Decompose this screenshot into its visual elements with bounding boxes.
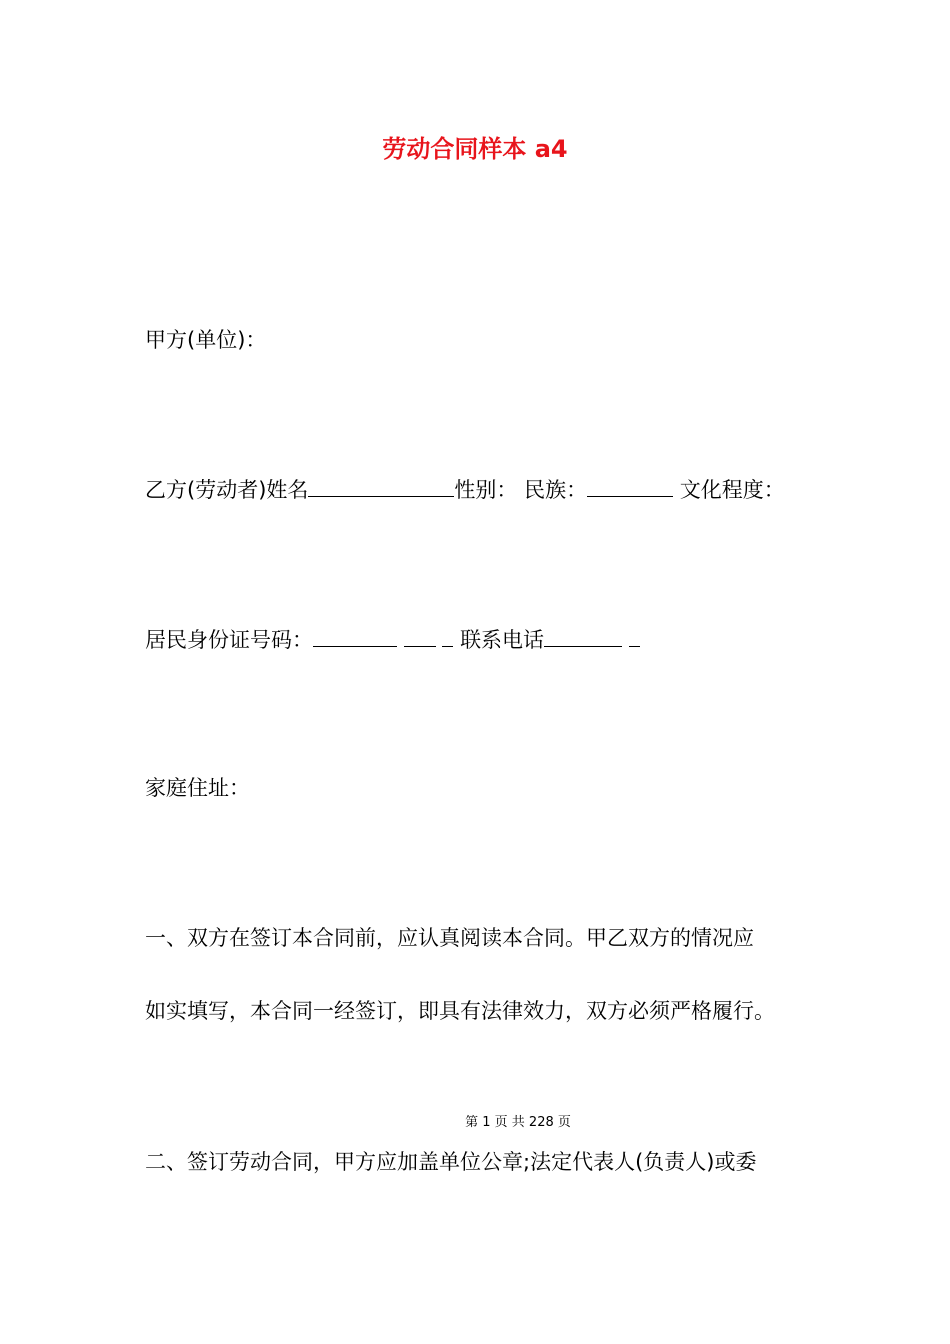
- name-blank: [308, 474, 454, 497]
- party-a-line: [145, 325, 266, 355]
- id-blank-2: [404, 624, 436, 647]
- ethnicity-label: 民族：: [524, 478, 588, 502]
- phone-label: 联系电话: [460, 628, 545, 652]
- paragraph-1-line-1: 一、双方在签订本合同前，应认真阅读本合同。甲乙双方的情况应: [145, 926, 754, 950]
- education-label: 文化程度：: [679, 478, 785, 502]
- phone-blank-2: [629, 624, 640, 647]
- address-line: [145, 773, 250, 803]
- ethnicity-blank: [587, 474, 673, 497]
- gender-label: 性别：: [454, 478, 518, 502]
- id-label: 居民身份证号码：: [145, 628, 313, 652]
- page-footer: 第 1 页 共 228 页: [465, 1115, 571, 1130]
- phone-blank-1: [544, 624, 622, 647]
- party-b-name-label: 乙方(劳动者)姓名: [145, 478, 309, 502]
- id-blank-1: [313, 624, 397, 647]
- address-label: 家庭住址：: [145, 776, 250, 800]
- paragraph-2-line-1: 二、签订劳动合同，甲方应加盖单位公章;法定代表人(负责人)或委: [145, 1150, 757, 1174]
- paragraph-1-line-2: 如实填写，本合同一经签订，即具有法律效力，双方必须严格履行。: [145, 999, 775, 1023]
- id-line: [145, 624, 640, 655]
- party-a-label: 甲方(单位)：: [145, 328, 267, 352]
- party-b-line: [145, 474, 785, 505]
- id-blank-3: [442, 624, 453, 647]
- document-title: 劳动合同样本 a4: [382, 135, 568, 163]
